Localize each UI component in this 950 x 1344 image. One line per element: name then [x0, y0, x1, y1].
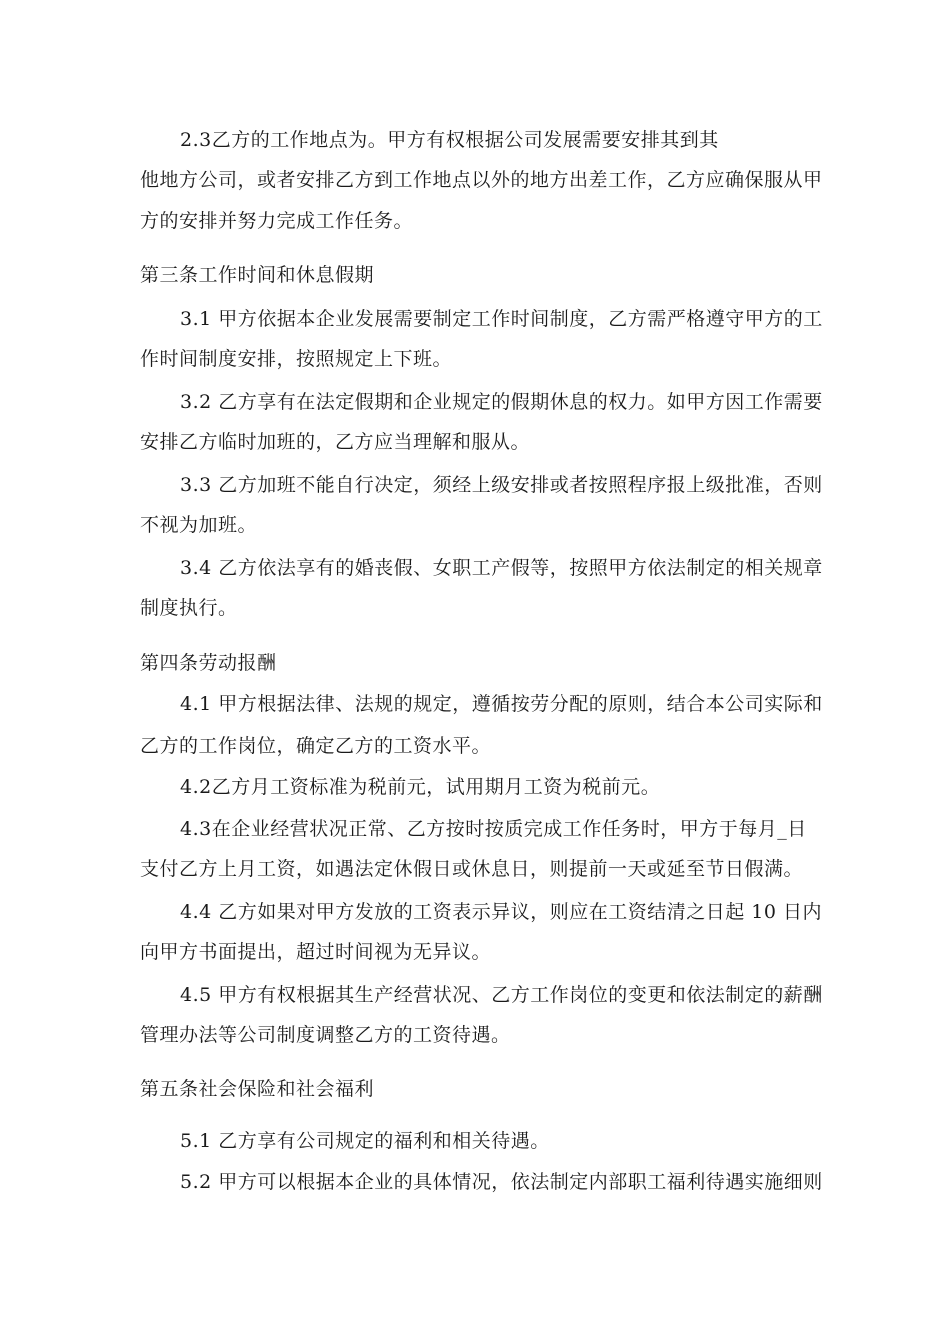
section-heading-3: 第三条工作时间和休息假期 — [140, 264, 375, 286]
paragraph-2-3-line-3: 方的安排并努力完成工作任务。 — [140, 210, 414, 232]
paragraph-4-4-line-1: 4.4 乙方如果对甲方发放的工资表示异议，则应在工资结清之日起 10 日内 — [180, 901, 823, 923]
paragraph-3-4-line-2: 制度执行。 — [140, 597, 238, 619]
paragraph-3-1-line-1: 3.1 甲方依据本企业发展需要制定工作时间制度，乙方需严格遵守甲方的工 — [180, 308, 823, 330]
paragraph-3-4-line-1: 3.4 乙方依法享有的婚丧假、女职工产假等，按照甲方依法制定的相关规章 — [180, 557, 823, 579]
paragraph-4-1-line-1: 4.1 甲方根据法律、法规的规定，遵循按劳分配的原则，结合本公司实际和 — [180, 693, 823, 715]
paragraph-3-3-line-1: 3.3 乙方加班不能自行决定，须经上级安排或者按照程序报上级批准，否则 — [180, 474, 823, 496]
section-heading-5: 第五条社会保险和社会福利 — [140, 1078, 375, 1100]
paragraph-4-5-line-2: 管理办法等公司制度调整乙方的工资待遇。 — [140, 1024, 511, 1046]
paragraph-3-1-line-2: 作时间制度安排，按照规定上下班。 — [140, 348, 453, 370]
paragraph-3-3-line-2: 不视为加班。 — [140, 514, 258, 536]
paragraph-2-3-line-2: 他地方公司，或者安排乙方到工作地点以外的地方出差工作，乙方应确保服从甲 — [140, 169, 823, 191]
section-heading-4: 第四条劳动报酬 — [140, 652, 277, 674]
paragraph-4-1-line-2: 乙方的工作岗位，确定乙方的工资水平。 — [140, 735, 492, 757]
paragraph-5-2-line-1: 5.2 甲方可以根据本企业的具体情况，依法制定内部职工福利待遇实施细则 — [180, 1171, 823, 1193]
paragraph-3-2-line-1: 3.2 乙方享有在法定假期和企业规定的假期休息的权力。如甲方因工作需要 — [180, 391, 823, 413]
paragraph-4-3-line-2: 支付乙方上月工资，如遇法定休假日或休息日，则提前一天或延至节日假满。 — [140, 858, 804, 880]
paragraph-4-3-line-1: 4.3在企业经营状况正常、乙方按时按质完成工作任务时，甲方于每月_日 — [180, 818, 807, 840]
paragraph-3-2-line-2: 安排乙方临时加班的，乙方应当理解和服从。 — [140, 431, 531, 453]
paragraph-2-3-line-1: 2.3乙方的工作地点为。甲方有权根据公司发展需要安排其到其 — [180, 129, 719, 151]
paragraph-4-4-line-2: 向甲方书面提出，超过时间视为无异议。 — [140, 941, 492, 963]
paragraph-5-1-line-1: 5.1 乙方享有公司规定的福利和相关待遇。 — [180, 1130, 550, 1152]
paragraph-4-2-line-1: 4.2乙方月工资标准为税前元，试用期月工资为税前元。 — [180, 776, 661, 798]
paragraph-4-5-line-1: 4.5 甲方有权根据其生产经营状况、乙方工作岗位的变更和依法制定的薪酬 — [180, 984, 823, 1006]
